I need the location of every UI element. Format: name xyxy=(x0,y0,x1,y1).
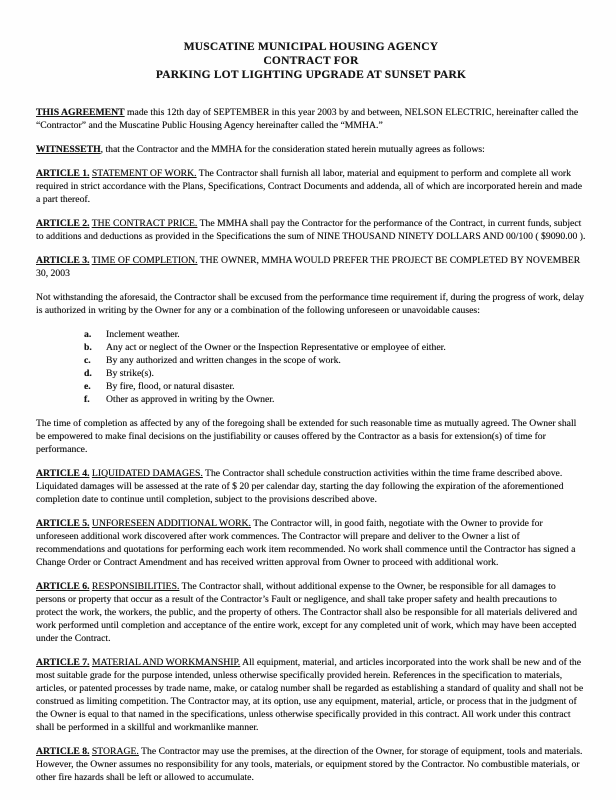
article-4-paragraph xyxy=(36,467,586,506)
article-3-paragraph xyxy=(36,254,586,280)
cause-letter-e: e. xyxy=(84,381,91,392)
cause-letter-a: a. xyxy=(84,329,92,340)
cause-item-c xyxy=(36,354,586,367)
witnesseth-lead: WITNESSETH xyxy=(36,144,101,155)
article-2-label: ARTICLE 2. xyxy=(36,218,90,229)
cause-item-e xyxy=(36,380,586,393)
cause-text-d: By strike(s). xyxy=(106,368,154,379)
cause-text-e: By fire, flood, or natural disaster. xyxy=(106,381,235,392)
cause-item-f xyxy=(36,393,586,406)
article-4-label: ARTICLE 4. xyxy=(36,468,90,479)
article-8-title: STORAGE. xyxy=(91,746,139,757)
article-7-label: ARTICLE 7. xyxy=(36,657,90,668)
article-3-text: THE OWNER, MMHA WOULD PREFER THE PROJECT BE COMPLETED BY NOVEMBER 30, 2003 xyxy=(36,255,581,279)
article-7-paragraph xyxy=(36,656,586,734)
cause-text-a: Inclement weather. xyxy=(106,329,180,340)
delay-causes-intro-paragraph xyxy=(36,291,586,317)
article-6-title: RESPONSIBILITIES. xyxy=(91,581,180,592)
article-1-title: STATEMENT OF WORK. xyxy=(91,168,197,179)
article-1-paragraph xyxy=(36,167,586,206)
article-1-label: ARTICLE 1. xyxy=(36,168,90,179)
article-2-paragraph xyxy=(36,217,586,243)
cause-letter-b: b. xyxy=(84,342,92,353)
article-8-paragraph xyxy=(36,745,586,784)
cause-item-a xyxy=(36,328,586,341)
cause-letter-f: f. xyxy=(84,394,90,405)
completion-extension-paragraph xyxy=(36,417,586,456)
article-3-title: TIME OF COMPLETION. xyxy=(91,255,198,266)
agreement-intro-lead: THIS AGREEMENT xyxy=(36,107,125,118)
delay-causes-list xyxy=(36,328,586,406)
article-6-text: The Contractor shall, without additional expense to the Owner, be responsible for all damages to persons or property that occur as a result of the Contractor’s Fault or negligence, and shall take proper safety and health precautions to protect the work, the workers, the public, and the property of others. The Contractor shall also be responsible for all materials delivered and work performed until completion and acceptance of the entire work, except for any completed unit of work, which may have been accepted under the Contract. xyxy=(36,581,578,644)
agreement-intro-text: made this 12th day of SEPTEMBER in this year 2003 by and between, NELSON ELECTRIC, hereinafter called the “Contractor” and the Muscatine Public Housing Agency hereinafter called the “MMHA.” xyxy=(36,107,579,131)
article-3-label: ARTICLE 3. xyxy=(36,255,90,266)
article-6-paragraph xyxy=(36,580,586,645)
article-2-text: The MMHA shall pay the Contractor for the performance of the Contract, in current funds, subject to additions and deductions as provided in the Specifications the sum of NINE THOUSAND NINETY DOLLARS AND 00/100 ( $9090.00 ). xyxy=(36,218,586,242)
title-line-contract-for: CONTRACT FOR xyxy=(263,55,359,67)
article-5-label: ARTICLE 5. xyxy=(36,518,90,529)
article-4-text: The Contractor shall schedule construction activities within the time frame described above. Liquidated damages will be assessed at the rate of $ 20 per calendar day, starting the day following the expiration of the aforementioned completion date to continue until completion, subject to the provisions described above. xyxy=(36,468,564,505)
article-5-paragraph xyxy=(36,517,586,569)
article-7-text: All equipment, material, and articles incorporated into the work shall be new and of the most suitable grade for the purpose intended, unless otherwise specifically provided herein. References in the specification to materials, articles, or patented processes by trade name, make, or catalog number shall be regarded as establishing a standard of quality and shall not be construed as limiting competition. The Contractor may, at its option, use any equipment, material, article, or process that in the judgment of the Owner is equal to that named in the specifications, unless otherwise specifically provided in this contract. All work under this contract shall be performed in a skillful and workmanlike manner. xyxy=(36,657,584,733)
cause-text-b: Any act or neglect of the Owner or the Inspection Representative or employee of either. xyxy=(106,342,446,353)
cause-letter-c: c. xyxy=(84,355,91,366)
delay-causes-intro-text: Not withstanding the aforesaid, the Contractor shall be excused from the performance time requirement if, during the progress of work, delay is authorized in writing by the Owner for any or a combination of the following unforeseen or unavoidable causes: xyxy=(36,292,584,316)
article-5-title: UNFORESEEN ADDITIONAL WORK. xyxy=(91,518,251,529)
document-title xyxy=(36,40,586,82)
cause-text-f: Other as approved in writing by the Owner. xyxy=(106,394,275,405)
cause-text-c: By any authorized and written changes in the scope of work. xyxy=(106,355,341,366)
title-line-project: PARKING LOT LIGHTING UPGRADE AT SUNSET PARK xyxy=(155,69,467,81)
article-6-label: ARTICLE 6. xyxy=(36,581,90,592)
article-8-text: The Contractor may use the premises, at the direction of the Owner, for storage of equipment, tools and materials. However, the Owner assumes no responsibility for any tools, materials, or equipment stored by the Contractor. No combustible materials, or other fire hazards shall be left or allowed to accumulate. xyxy=(36,746,583,783)
article-2-title: THE CONTRACT PRICE. xyxy=(91,218,198,229)
cause-letter-d: d. xyxy=(84,368,92,379)
cause-item-b xyxy=(36,341,586,354)
witnesseth-text: , that the Contractor and the MMHA for the consideration stated herein mutually agrees as follows: xyxy=(100,144,485,155)
title-line-agency: MUSCATINE MUNICIPAL HOUSING AGENCY xyxy=(183,41,439,53)
article-1-text: The Contractor shall furnish all labor, material and equipment to perform and complete all work required in strict accordance with the Plans, Specifications, Contract Documents and addenda, all of which are incorporated herein and made a part thereof. xyxy=(36,168,583,205)
completion-extension-text: The time of completion as affected by any of the foregoing shall be extended for such reasonable time as mutually agreed. The Owner shall be empowered to make final decisions on the justifiability or causes offered by the Contractor as a basis for extension(s) of time for performance. xyxy=(36,418,577,455)
article-5-text: The Contractor will, in good faith, negotiate with the Owner to provide for unforeseen additional work discovered after work commences. The Contractor will prepare and deliver to the Owner a list of recommendations and quotations for performing each work item recommended. No work shall commence until the Contractor has signed a Change Order or Contract Amendment and has received written approval from Owner to proceed with additional work. xyxy=(36,518,576,568)
witnesseth-paragraph xyxy=(36,143,586,156)
article-4-title: LIQUIDATED DAMAGES. xyxy=(91,468,203,479)
article-8-label: ARTICLE 8. xyxy=(36,746,90,757)
cause-item-d xyxy=(36,367,586,380)
article-7-title: MATERIAL AND WORKMANSHIP. xyxy=(91,657,241,668)
agreement-intro-paragraph xyxy=(36,106,586,132)
